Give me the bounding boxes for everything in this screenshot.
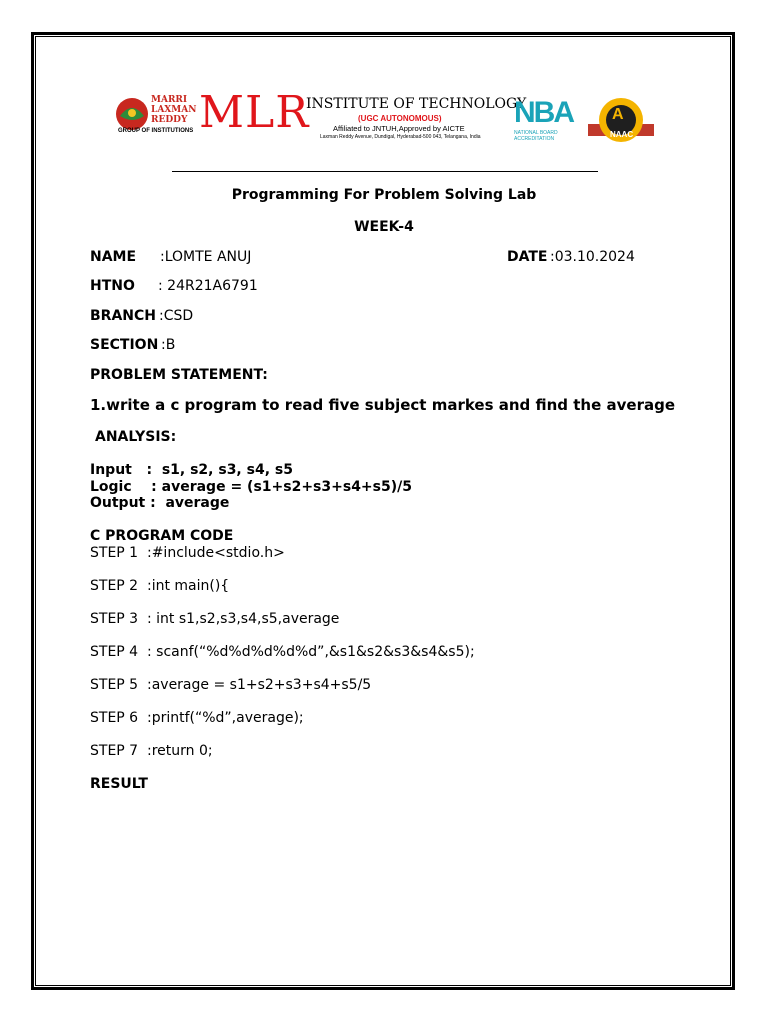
institute-name: INSTITUTE OF TECHNOLOGY [306, 96, 527, 112]
problem-text: 1.write a c program to read five subject markes and find the average [90, 396, 675, 414]
date-label: DATE [507, 249, 548, 265]
code-step-2: STEP 2 :int main(){ [90, 578, 230, 594]
result-heading: RESULT [90, 776, 148, 792]
name-label: NAME [90, 249, 137, 265]
group-logo-line1: MARRI [151, 95, 188, 105]
analysis-logic: Logic : average = (s1+s2+s3+s4+s5)/5 [90, 479, 412, 495]
htno-value: : 24R21A6791 [158, 278, 258, 294]
group-logo-subtitle: GROUP OF INSTITUTIONS [118, 128, 194, 134]
code-step-3: STEP 3 : int s1,s2,s3,s4,s5,average [90, 611, 340, 627]
naac-grade: A [612, 106, 624, 123]
nba-logo-text [514, 130, 558, 142]
analysis-input: Input : s1, s2, s3, s4, s5 [90, 462, 293, 478]
code-step-6: STEP 6 :printf(“%d”,average); [90, 710, 304, 726]
document-title: Programming For Problem Solving Lab [231, 187, 537, 203]
problem-heading: PROBLEM STATEMENT: [90, 367, 268, 383]
nba-line1: NATIONAL BOARD [514, 130, 558, 136]
affiliation-text: Affiliated to JNTUH,Approved by AICTE [333, 124, 465, 133]
name-value: :LOMTE ANUJ [160, 249, 252, 265]
nba-line2: ACCREDITATION [514, 136, 555, 142]
header-divider [172, 171, 598, 172]
code-step-4: STEP 4 : scanf(“%d%d%d%d%d”,&s1&s2&s3&s4&s5); [90, 644, 475, 660]
code-step-1: STEP 1 :#include<stdio.h> [90, 545, 285, 561]
group-logo-icon [114, 96, 150, 132]
nba-logo-icon: NBA [514, 96, 573, 129]
naac-label: NAAC [610, 130, 634, 139]
group-logo-line2: LAXMAN [151, 105, 197, 115]
htno-label: HTNO [90, 278, 135, 294]
branch-value: :CSD [159, 308, 194, 324]
branch-label: BRANCH [90, 308, 156, 324]
group-logo-line3: REDDY [151, 115, 188, 125]
analysis-output: Output : average [90, 495, 230, 511]
group-logo-text [151, 95, 196, 125]
analysis-heading: ANALYSIS: [95, 429, 177, 445]
code-heading: C PROGRAM CODE [90, 528, 234, 544]
mlr-logo-text: MLR [199, 87, 310, 138]
page-border-inner [35, 36, 731, 986]
week-label: WEEK-4 [354, 219, 414, 235]
autonomous-label: (UGC AUTONOMOUS) [358, 114, 442, 123]
code-step-5: STEP 5 :average = s1+s2+s3+s4+s5/5 [90, 677, 372, 693]
section-value: :B [161, 337, 176, 353]
code-step-7: STEP 7 :return 0; [90, 743, 213, 759]
section-label: SECTION [90, 337, 159, 353]
date-value: :03.10.2024 [550, 249, 635, 265]
address-text: Laxman Reddy Avenue, Dundigal, Hyderabad-500 043, Telangana, India [320, 134, 481, 140]
